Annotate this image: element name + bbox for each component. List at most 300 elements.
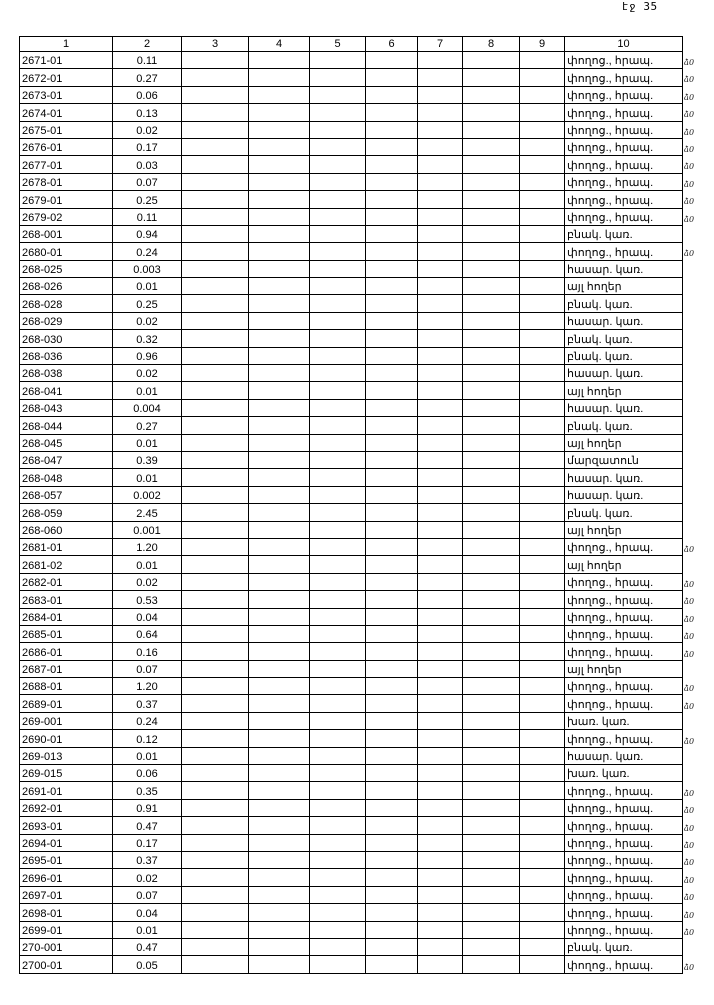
empty-cell [418,851,463,868]
parcel-id-cell: 2679-01 [20,191,113,208]
empty-cell [463,660,520,677]
empty-cell [310,486,366,503]
parcel-id-cell: 2683-01 [20,591,113,608]
empty-cell [366,225,418,242]
land-use-cell: փողոց., հրապ. [565,782,683,799]
empty-cell [463,469,520,486]
margin-mark: ձ0 [684,145,695,154]
land-register-table [19,36,683,974]
area-cell: 0.16 [113,643,182,660]
empty-cell [463,243,520,260]
empty-cell [520,695,565,712]
land-use-cell: հասար. կառ. [565,747,683,764]
empty-cell [366,625,418,642]
empty-cell [520,817,565,834]
empty-cell [366,278,418,295]
parcel-id-cell: 268-044 [20,417,113,434]
empty-cell [418,956,463,973]
empty-cell [310,260,366,277]
empty-cell [310,278,366,295]
empty-cell [366,904,418,921]
empty-cell [418,173,463,190]
empty-cell [418,86,463,103]
parcel-id-cell: 2699-01 [20,921,113,938]
empty-cell [366,121,418,138]
empty-cell [463,382,520,399]
empty-cell [463,765,520,782]
land-use-cell: փողոց., հրապ. [565,573,683,590]
parcel-id-cell: 268-043 [20,399,113,416]
area-cell: 0.02 [113,869,182,886]
table-row [20,782,683,799]
table-row [20,608,683,625]
empty-cell [366,417,418,434]
area-cell: 2.45 [113,504,182,521]
empty-cell [182,765,249,782]
empty-cell [520,295,565,312]
table-row [20,904,683,921]
table-row [20,573,683,590]
empty-cell [366,260,418,277]
empty-cell [366,538,418,555]
land-use-cell: փողոց., հրապ. [565,851,683,868]
empty-cell [249,799,310,816]
empty-cell [463,591,520,608]
area-cell: 0.39 [113,451,182,468]
empty-cell [182,173,249,190]
column-header: 7 [418,37,463,52]
land-use-cell: բնակ. կառ. [565,225,683,242]
table-row [20,451,683,468]
table-row [20,417,683,434]
table-row [20,469,683,486]
empty-cell [418,608,463,625]
area-cell: 0.17 [113,138,182,155]
empty-cell [310,312,366,329]
empty-cell [463,295,520,312]
empty-cell [182,521,249,538]
table-row [20,521,683,538]
table-row [20,69,683,86]
land-use-cell: այլ հողեր [565,521,683,538]
area-cell: 0.37 [113,695,182,712]
empty-cell [182,556,249,573]
empty-cell [366,86,418,103]
empty-cell [418,52,463,69]
empty-cell [463,869,520,886]
parcel-id-cell: 2682-01 [20,573,113,590]
land-use-cell: խառ. կառ. [565,765,683,782]
area-cell: 0.47 [113,938,182,955]
parcel-id-cell: 268-030 [20,330,113,347]
empty-cell [520,417,565,434]
area-cell: 0.002 [113,486,182,503]
empty-cell [249,782,310,799]
parcel-id-cell: 2674-01 [20,104,113,121]
empty-cell [310,295,366,312]
empty-cell [310,851,366,868]
empty-cell [366,521,418,538]
table-row [20,643,683,660]
land-use-cell: փողոց., հրապ. [565,817,683,834]
page-number: էջ 35 [622,0,658,13]
empty-cell [520,765,565,782]
empty-cell [463,52,520,69]
empty-cell [463,504,520,521]
empty-cell [520,347,565,364]
empty-cell [418,469,463,486]
area-cell: 0.17 [113,834,182,851]
empty-cell [249,573,310,590]
empty-cell [366,608,418,625]
empty-cell [182,678,249,695]
table-row [20,434,683,451]
parcel-id-cell: 268-059 [20,504,113,521]
table-row [20,382,683,399]
empty-cell [249,330,310,347]
empty-cell [182,782,249,799]
land-use-cell: փողոց., հրապ. [565,104,683,121]
empty-cell [366,869,418,886]
empty-cell [366,156,418,173]
empty-cell [463,799,520,816]
empty-cell [463,573,520,590]
empty-cell [418,191,463,208]
empty-cell [463,191,520,208]
empty-cell [182,382,249,399]
empty-cell [249,765,310,782]
empty-cell [520,330,565,347]
land-use-cell: այլ հողեր [565,556,683,573]
empty-cell [182,486,249,503]
empty-cell [249,904,310,921]
area-cell: 0.003 [113,260,182,277]
empty-cell [463,486,520,503]
empty-cell [310,69,366,86]
margin-mark: ձ0 [684,736,695,746]
empty-cell [463,921,520,938]
empty-cell [520,486,565,503]
table-row [20,851,683,868]
empty-cell [366,660,418,677]
area-cell: 0.04 [113,904,182,921]
table-row [20,156,683,173]
margin-mark: ձ0 [684,249,695,259]
empty-cell [182,799,249,816]
empty-cell [366,469,418,486]
empty-cell [418,712,463,729]
empty-cell [310,678,366,695]
empty-cell [182,69,249,86]
land-use-cell: փողոց., հրապ. [565,191,683,208]
empty-cell [182,104,249,121]
empty-cell [520,591,565,608]
empty-cell [418,886,463,903]
land-use-cell: փողոց., հրապ. [565,643,683,660]
area-cell: 0.07 [113,886,182,903]
empty-cell [463,747,520,764]
empty-cell [520,52,565,69]
empty-cell [310,208,366,225]
empty-cell [520,956,565,973]
empty-cell [418,643,463,660]
margin-mark: ձ0 [684,806,695,816]
empty-cell [463,851,520,868]
area-cell: 0.06 [113,765,182,782]
empty-cell [182,278,249,295]
parcel-id-cell: 268-048 [20,469,113,486]
area-cell: 0.004 [113,399,182,416]
empty-cell [182,538,249,555]
parcel-id-cell: 2696-01 [20,869,113,886]
parcel-id-cell: 269-001 [20,712,113,729]
table-row [20,208,683,225]
land-use-cell: բնակ. կառ. [565,330,683,347]
empty-cell [520,625,565,642]
empty-cell [366,591,418,608]
parcel-id-cell: 2686-01 [20,643,113,660]
empty-cell [463,886,520,903]
empty-cell [310,765,366,782]
empty-cell [463,173,520,190]
empty-cell [463,434,520,451]
empty-cell [418,747,463,764]
empty-cell [249,817,310,834]
empty-cell [520,278,565,295]
empty-cell [418,486,463,503]
empty-cell [520,521,565,538]
empty-cell [463,834,520,851]
area-cell: 0.07 [113,660,182,677]
land-use-cell: փողոց., հրապ. [565,799,683,816]
area-cell: 0.12 [113,730,182,747]
empty-cell [182,347,249,364]
empty-cell [520,260,565,277]
empty-cell [249,643,310,660]
empty-cell [418,817,463,834]
empty-cell [463,138,520,155]
empty-cell [249,938,310,955]
land-use-cell: փողոց., հրապ. [565,625,683,642]
area-cell: 0.03 [113,156,182,173]
margin-mark: ձ0 [684,545,695,555]
parcel-id-cell: 268-060 [20,521,113,538]
land-use-cell: խառ. կառ. [565,712,683,729]
empty-cell [182,869,249,886]
land-use-cell: հասար. կառ. [565,260,683,277]
empty-cell [310,417,366,434]
empty-cell [418,504,463,521]
land-use-cell: բնակ. կառ. [565,347,683,364]
land-use-cell: փողոց., հրապ. [565,208,683,225]
area-cell: 0.27 [113,417,182,434]
land-use-cell: հասար. կառ. [565,469,683,486]
empty-cell [463,208,520,225]
column-header: 9 [520,37,565,52]
empty-cell [418,782,463,799]
area-cell: 0.53 [113,591,182,608]
empty-cell [520,434,565,451]
empty-cell [182,260,249,277]
empty-cell [182,312,249,329]
parcel-id-cell: 268-038 [20,365,113,382]
table-row [20,765,683,782]
column-header: 6 [366,37,418,52]
empty-cell [463,417,520,434]
margin-mark: ձ0 [684,632,695,642]
column-header: 5 [310,37,366,52]
parcel-id-cell: 269-013 [20,747,113,764]
area-cell: 0.13 [113,104,182,121]
empty-cell [310,138,366,155]
table-row [20,486,683,503]
empty-cell [418,451,463,468]
empty-cell [310,591,366,608]
table-row [20,625,683,642]
empty-cell [418,330,463,347]
empty-cell [418,869,463,886]
empty-cell [182,625,249,642]
empty-cell [310,573,366,590]
empty-cell [366,573,418,590]
margin-mark: ձ0 [684,841,695,850]
parcel-id-cell: 270-001 [20,938,113,955]
margin-mark: ձ0 [684,649,695,659]
empty-cell [366,104,418,121]
table-row [20,243,683,260]
table-row [20,52,683,69]
area-cell: 0.02 [113,573,182,590]
parcel-id-cell: 268-026 [20,278,113,295]
empty-cell [463,451,520,468]
empty-cell [182,921,249,938]
land-use-cell: փողոց., հրապ. [565,904,683,921]
empty-cell [366,504,418,521]
empty-cell [418,591,463,608]
empty-cell [418,730,463,747]
area-cell: 0.64 [113,625,182,642]
margin-mark: ձ0 [684,893,695,903]
land-use-cell: փողոց., հրապ. [565,69,683,86]
empty-cell [182,834,249,851]
empty-cell [182,138,249,155]
empty-cell [418,938,463,955]
empty-cell [366,138,418,155]
empty-cell [418,521,463,538]
area-cell: 0.27 [113,69,182,86]
parcel-id-cell: 2692-01 [20,799,113,816]
empty-cell [418,417,463,434]
parcel-id-cell: 2697-01 [20,886,113,903]
parcel-id-cell: 268-036 [20,347,113,364]
empty-cell [520,573,565,590]
empty-cell [418,678,463,695]
table-row [20,730,683,747]
area-cell: 0.01 [113,469,182,486]
land-use-cell: բնակ. կառ. [565,417,683,434]
parcel-id-cell: 268-029 [20,312,113,329]
empty-cell [418,434,463,451]
area-cell: 0.47 [113,817,182,834]
empty-cell [520,608,565,625]
empty-cell [366,191,418,208]
margin-mark: ձ0 [684,910,695,920]
empty-cell [366,330,418,347]
margin-mark: ձ0 [684,823,695,833]
empty-cell [182,469,249,486]
empty-cell [366,295,418,312]
empty-cell [520,451,565,468]
margin-mark: ձ0 [684,597,695,607]
empty-cell [310,521,366,538]
margin-mark: ձ0 [684,214,695,224]
table-row [20,712,683,729]
empty-cell [182,156,249,173]
empty-cell [249,191,310,208]
empty-cell [310,104,366,121]
empty-cell [520,243,565,260]
empty-cell [366,173,418,190]
area-cell: 0.01 [113,747,182,764]
empty-cell [310,173,366,190]
land-use-cell: հասար. կառ. [565,486,683,503]
area-cell: 1.20 [113,678,182,695]
empty-cell [310,538,366,555]
empty-cell [249,173,310,190]
parcel-id-cell: 2691-01 [20,782,113,799]
empty-cell [366,782,418,799]
empty-cell [366,834,418,851]
empty-cell [520,312,565,329]
area-cell: 0.02 [113,365,182,382]
margin-mark: ձ0 [684,928,695,937]
empty-cell [418,347,463,364]
land-use-cell: այլ հողեր [565,382,683,399]
empty-cell [520,86,565,103]
parcel-id-cell: 268-028 [20,295,113,312]
empty-cell [520,747,565,764]
empty-cell [249,469,310,486]
empty-cell [249,504,310,521]
area-cell: 0.37 [113,851,182,868]
empty-cell [249,521,310,538]
table-row [20,191,683,208]
empty-cell [310,904,366,921]
empty-cell [520,660,565,677]
empty-cell [463,817,520,834]
empty-cell [520,69,565,86]
parcel-id-cell: 268-047 [20,451,113,468]
area-cell: 0.32 [113,330,182,347]
empty-cell [366,347,418,364]
empty-cell [418,104,463,121]
land-use-cell: փողոց., հրապ. [565,138,683,155]
land-use-cell: փողոց., հրապ. [565,834,683,851]
empty-cell [520,643,565,660]
empty-cell [463,156,520,173]
empty-cell [310,660,366,677]
empty-cell [463,278,520,295]
empty-cell [310,921,366,938]
empty-cell [520,886,565,903]
empty-cell [463,695,520,712]
empty-cell [310,817,366,834]
area-cell: 0.04 [113,608,182,625]
land-use-cell: փողոց., հրապ. [565,52,683,69]
empty-cell [418,382,463,399]
empty-cell [366,434,418,451]
empty-cell [249,660,310,677]
